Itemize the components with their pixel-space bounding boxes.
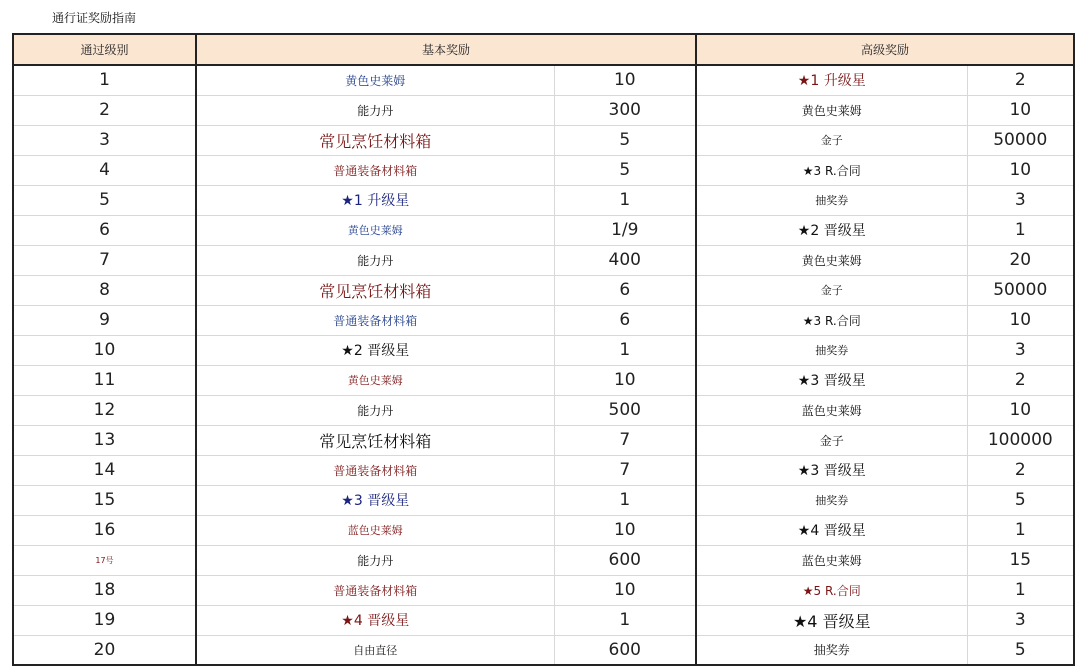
level-cell: 4 <box>13 155 196 185</box>
premium-item-cell: ★1 升级星 <box>696 65 967 95</box>
premium-item-cell: 金子 <box>696 425 967 455</box>
premium-item-cell: 抽奖券 <box>696 485 967 515</box>
premium-qty-cell: 10 <box>967 395 1074 425</box>
premium-qty-cell: 20 <box>967 245 1074 275</box>
basic-qty-cell: 10 <box>554 575 696 605</box>
basic-qty-cell: 6 <box>554 275 696 305</box>
level-cell: 8 <box>13 275 196 305</box>
premium-qty-cell: 1 <box>967 515 1074 545</box>
premium-item-cell: 抽奖券 <box>696 185 967 215</box>
basic-item-cell: 普通装备材料箱 <box>196 305 554 335</box>
table-row <box>13 575 1074 605</box>
level-cell: 6 <box>13 215 196 245</box>
premium-item-cell: ★4 晋级星 <box>696 515 967 545</box>
level-cell: 16 <box>13 515 196 545</box>
table-row <box>13 305 1074 335</box>
basic-qty-cell: 10 <box>554 65 696 95</box>
basic-qty-cell: 1 <box>554 605 696 635</box>
basic-qty-cell: 600 <box>554 635 696 665</box>
basic-qty-cell: 5 <box>554 155 696 185</box>
basic-item-cell: 普通装备材料箱 <box>196 155 554 185</box>
premium-qty-cell: 100000 <box>967 425 1074 455</box>
page-title: 通行证奖励指南 <box>52 11 137 25</box>
basic-item-cell: ★2 晋级星 <box>196 335 554 365</box>
premium-item-cell: 黄色史莱姆 <box>696 245 967 275</box>
level-cell: 11 <box>13 365 196 395</box>
basic-item-cell: ★4 晋级星 <box>196 605 554 635</box>
level-cell: 17号 <box>13 545 196 575</box>
basic-qty-cell: 1 <box>554 185 696 215</box>
premium-qty-cell: 2 <box>967 455 1074 485</box>
premium-item-cell: ★3 R.合同 <box>696 305 967 335</box>
premium-item-cell: 黄色史莱姆 <box>696 95 967 125</box>
premium-qty-cell: 5 <box>967 635 1074 665</box>
basic-item-cell: 能力丹 <box>196 545 554 575</box>
basic-qty-cell: 1 <box>554 485 696 515</box>
basic-item-cell: 黄色史莱姆 <box>196 215 554 245</box>
table-row <box>13 335 1074 365</box>
premium-item-cell: ★5 R.合同 <box>696 575 967 605</box>
table-row <box>13 485 1074 515</box>
level-cell: 7 <box>13 245 196 275</box>
level-cell: 18 <box>13 575 196 605</box>
premium-qty-cell: 1 <box>967 215 1074 245</box>
level-cell: 13 <box>13 425 196 455</box>
basic-item-cell: 常见烹饪材料箱 <box>196 275 554 305</box>
premium-qty-cell: 50000 <box>967 275 1074 305</box>
basic-item-cell: 能力丹 <box>196 245 554 275</box>
table-row <box>13 275 1074 305</box>
table-row <box>13 125 1074 155</box>
basic-qty-cell: 10 <box>554 365 696 395</box>
premium-qty-cell: 2 <box>967 365 1074 395</box>
basic-item-cell: 常见烹饪材料箱 <box>196 125 554 155</box>
basic-qty-cell: 10 <box>554 515 696 545</box>
basic-qty-cell: 1/9 <box>554 215 696 245</box>
level-cell: 10 <box>13 335 196 365</box>
basic-qty-cell: 600 <box>554 545 696 575</box>
basic-item-cell: ★3 晋级星 <box>196 485 554 515</box>
premium-qty-cell: 3 <box>967 335 1074 365</box>
basic-qty-cell: 500 <box>554 395 696 425</box>
table-row <box>13 605 1074 635</box>
level-cell: 20 <box>13 635 196 665</box>
premium-item-cell: 抽奖券 <box>696 335 967 365</box>
table-row <box>13 155 1074 185</box>
premium-item-cell: 金子 <box>696 275 967 305</box>
basic-item-cell: 蓝色史莱姆 <box>196 515 554 545</box>
basic-item-cell: 能力丹 <box>196 395 554 425</box>
basic-item-cell: 黄色史莱姆 <box>196 65 554 95</box>
level-cell: 5 <box>13 185 196 215</box>
basic-item-cell: ★1 升级星 <box>196 185 554 215</box>
level-cell: 14 <box>13 455 196 485</box>
premium-qty-cell: 2 <box>967 65 1074 95</box>
premium-item-cell: ★3 晋级星 <box>696 365 967 395</box>
table-row <box>13 545 1074 575</box>
premium-qty-cell: 1 <box>967 575 1074 605</box>
table-row <box>13 365 1074 395</box>
premium-qty-cell: 10 <box>967 305 1074 335</box>
table-row <box>13 425 1074 455</box>
premium-item-cell: 抽奖券 <box>696 635 967 665</box>
premium-qty-cell: 5 <box>967 485 1074 515</box>
basic-item-cell: 普通装备材料箱 <box>196 455 554 485</box>
premium-item-cell: ★3 R.合同 <box>696 155 967 185</box>
premium-item-cell: 蓝色史莱姆 <box>696 545 967 575</box>
header-level: 通过级别 <box>13 34 196 65</box>
level-cell: 1 <box>13 65 196 95</box>
premium-item-cell: ★4 晋级星 <box>696 605 967 635</box>
level-cell: 9 <box>13 305 196 335</box>
basic-qty-cell: 400 <box>554 245 696 275</box>
basic-qty-cell: 300 <box>554 95 696 125</box>
basic-item-cell: 普通装备材料箱 <box>196 575 554 605</box>
level-cell: 19 <box>13 605 196 635</box>
table-row <box>13 65 1074 95</box>
premium-item-cell: 蓝色史莱姆 <box>696 395 967 425</box>
basic-qty-cell: 6 <box>554 305 696 335</box>
table-row <box>13 635 1074 665</box>
table-header-row <box>13 34 1074 65</box>
premium-item-cell: 金子 <box>696 125 967 155</box>
premium-qty-cell: 10 <box>967 155 1074 185</box>
basic-qty-cell: 7 <box>554 455 696 485</box>
level-cell: 12 <box>13 395 196 425</box>
basic-item-cell: 能力丹 <box>196 95 554 125</box>
basic-qty-cell: 1 <box>554 335 696 365</box>
basic-item-cell: 常见烹饪材料箱 <box>196 425 554 455</box>
premium-qty-cell: 3 <box>967 605 1074 635</box>
table-row <box>13 395 1074 425</box>
basic-item-cell: 自由直径 <box>196 635 554 665</box>
basic-qty-cell: 7 <box>554 425 696 455</box>
premium-qty-cell: 50000 <box>967 125 1074 155</box>
table-row <box>13 515 1074 545</box>
level-cell: 2 <box>13 95 196 125</box>
basic-item-cell: 黄色史莱姆 <box>196 365 554 395</box>
table-row <box>13 245 1074 275</box>
basic-qty-cell: 5 <box>554 125 696 155</box>
level-cell: 15 <box>13 485 196 515</box>
premium-qty-cell: 3 <box>967 185 1074 215</box>
table-row <box>13 455 1074 485</box>
table-row <box>13 185 1074 215</box>
premium-qty-cell: 15 <box>967 545 1074 575</box>
header-basic-rewards: 基本奖励 <box>196 34 696 65</box>
premium-qty-cell: 10 <box>967 95 1074 125</box>
header-premium-rewards: 高级奖励 <box>696 34 1074 65</box>
table-row <box>13 95 1074 125</box>
level-cell: 3 <box>13 125 196 155</box>
premium-item-cell: ★3 晋级星 <box>696 455 967 485</box>
table-row <box>13 215 1074 245</box>
rewards-table <box>12 33 1075 666</box>
premium-item-cell: ★2 晋级星 <box>696 215 967 245</box>
